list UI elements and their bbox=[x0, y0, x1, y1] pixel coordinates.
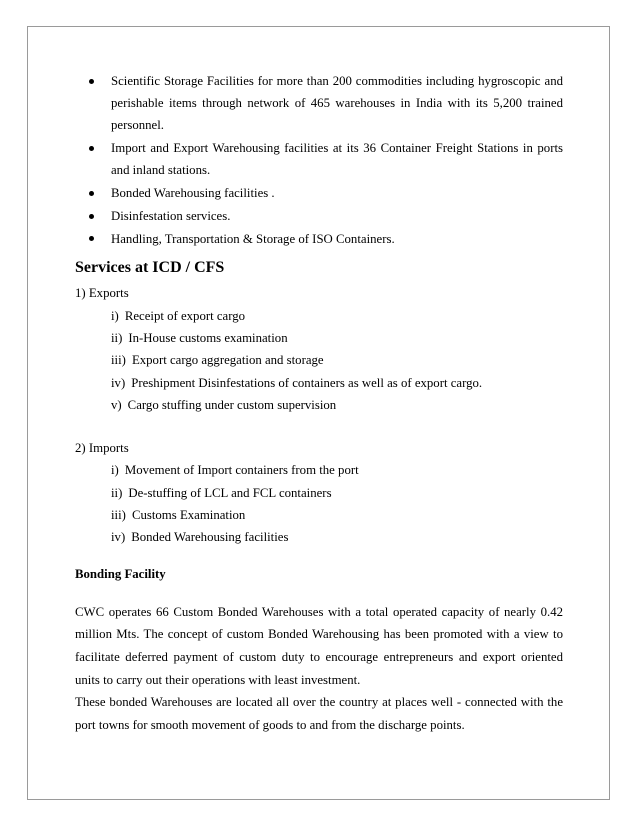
bullet-item bbox=[75, 205, 563, 227]
services-heading: Services at ICD / CFS bbox=[75, 259, 225, 276]
list-item-number: i) bbox=[111, 463, 119, 478]
bullet-text: Disinfestation services. bbox=[111, 209, 231, 223]
bullet-dot-icon bbox=[89, 214, 94, 219]
list-item bbox=[75, 482, 563, 504]
bonding-heading: Bonding Facility bbox=[75, 566, 166, 581]
bullet-dot-icon bbox=[89, 146, 94, 151]
list-item-number: iv) bbox=[111, 530, 126, 545]
list-item bbox=[75, 305, 563, 327]
bullet-text: Import and Export Warehousing facilities at its 36 Container Freight Stations in ports and inland stations. bbox=[111, 141, 563, 178]
list-item-text: Cargo stuffing under custom supervision bbox=[127, 398, 337, 413]
list-item-text: De-stuffing of LCL and FCL containers bbox=[128, 485, 332, 500]
list-item-text: Export cargo aggregation and storage bbox=[131, 353, 324, 368]
list-item-number: iii) bbox=[111, 353, 126, 368]
bullet-dot-icon bbox=[89, 191, 94, 196]
exports-section bbox=[75, 282, 563, 417]
bullet-dot-icon bbox=[89, 79, 94, 84]
list-item-number: i) bbox=[111, 308, 119, 323]
list-item-number: iii) bbox=[111, 508, 126, 523]
list-item-text: Movement of Import containers from the port bbox=[124, 463, 359, 478]
list-item-text: In-House customs examination bbox=[128, 331, 288, 345]
list-item-text: Receipt of export cargo bbox=[124, 308, 246, 323]
list-item-number: ii) bbox=[111, 331, 123, 345]
list-item bbox=[75, 526, 563, 548]
list-item bbox=[75, 459, 563, 481]
list-item-number: iv) bbox=[111, 375, 126, 390]
bullet-item bbox=[75, 182, 563, 204]
list-item bbox=[75, 372, 563, 394]
facilities-bullet-list bbox=[75, 70, 563, 250]
list-item bbox=[75, 394, 563, 416]
bullet-text: Handling, Transportation & Storage of ISO Containers. bbox=[111, 231, 395, 246]
bullet-text: Bonded Warehousing facilities . bbox=[111, 186, 275, 201]
imports-label: 2) Imports bbox=[75, 440, 129, 455]
list-item bbox=[75, 349, 563, 371]
page-content bbox=[75, 70, 563, 736]
bonding-paragraph: These bonded Warehouses are located all over the country at places well - connected with the port towns for smooth movement of goods to and from the discharge points. bbox=[75, 695, 563, 732]
imports-section bbox=[75, 437, 563, 549]
bullet-text: Scientific Storage Facilities for more than 200 commodities including hygroscopic and perishable items through network of 465 warehouses in India with its 5,200 trained personnel. bbox=[111, 74, 563, 133]
bonding-paragraph: CWC operates 66 Custom Bonded Warehouses with a total operated capacity of nearly 0.42 million Mts. The concept of custom Bonded Warehousing has been promoted with a view to facilitate deferred payment of custom duty to encourage entrepreneurs and export oriented units to carry out their operations with least investment. bbox=[75, 604, 563, 687]
bullet-item bbox=[75, 228, 563, 250]
bullet-item bbox=[75, 137, 563, 181]
list-item bbox=[75, 504, 563, 526]
list-item-number: ii) bbox=[111, 485, 123, 500]
list-item-text: Bonded Warehousing facilities bbox=[131, 530, 289, 545]
list-item-number: v) bbox=[111, 398, 122, 413]
exports-list bbox=[75, 305, 563, 417]
bullet-item bbox=[75, 70, 563, 137]
list-item-text: Preshipment Disinfestations of containers as well as of export cargo. bbox=[131, 375, 483, 390]
imports-list bbox=[75, 459, 563, 549]
exports-label: 1) Exports bbox=[75, 286, 129, 300]
spacer bbox=[75, 417, 563, 433]
list-item bbox=[75, 327, 563, 349]
bullet-dot-icon bbox=[89, 236, 94, 241]
list-item-text: Customs Examination bbox=[131, 508, 246, 523]
